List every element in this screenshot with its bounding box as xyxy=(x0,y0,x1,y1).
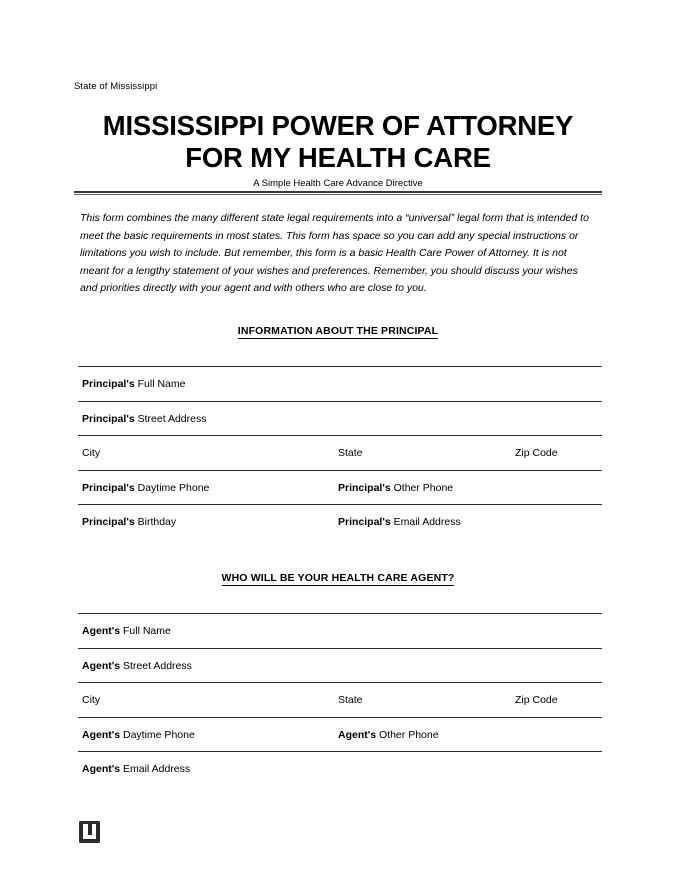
field-label xyxy=(338,447,363,460)
field-label xyxy=(82,413,206,426)
field-label-owner: Agent's xyxy=(82,659,121,672)
form-field-row[interactable] xyxy=(78,470,602,504)
section-heading-agent xyxy=(74,572,602,584)
header-divider xyxy=(74,191,602,195)
page-subtitle: A Simple Health Care Advance Directive xyxy=(253,178,423,189)
field-label xyxy=(82,378,185,391)
field-label-text: City xyxy=(82,694,101,706)
field-label xyxy=(338,482,453,495)
field-label-owner: Principal's xyxy=(82,516,135,528)
form-field-row[interactable] xyxy=(78,401,602,435)
field-label-owner: Agent's xyxy=(82,763,121,775)
state-line: State of Mississippi xyxy=(74,81,158,92)
field-label-text: Street Address xyxy=(134,412,207,425)
field-label-owner: Agent's xyxy=(82,728,121,741)
field-label-text: Zip Code xyxy=(515,447,558,459)
field-label-owner: Principal's xyxy=(338,516,391,528)
form-field-row[interactable] xyxy=(78,366,602,400)
page-title-line-2: FOR MY HEALTH CARE xyxy=(185,142,491,173)
field-label-text: Full Name xyxy=(134,378,186,390)
field-label-text: Birthday xyxy=(134,516,177,528)
field-label xyxy=(338,729,439,742)
logo-notch-right xyxy=(92,824,96,836)
field-label-text: Full Name xyxy=(120,625,171,637)
field-label xyxy=(338,694,363,707)
field-label-text: Other Phone xyxy=(390,481,454,494)
field-label xyxy=(82,516,176,529)
form-field-row[interactable] xyxy=(78,751,602,785)
form-field-row[interactable] xyxy=(78,682,602,716)
field-label-owner: Principal's xyxy=(82,481,135,494)
field-label xyxy=(82,482,209,495)
field-label-text: Zip Code xyxy=(515,694,558,706)
field-label-text: Daytime Phone xyxy=(120,728,195,741)
field-label xyxy=(82,660,192,673)
page-title xyxy=(74,110,602,174)
field-label-text: State xyxy=(338,694,363,706)
legal-templates-logo-icon xyxy=(79,821,100,843)
field-label-text: Daytime Phone xyxy=(134,481,210,494)
form-field-row[interactable] xyxy=(78,717,602,751)
form-field-row[interactable] xyxy=(78,613,602,647)
form-field-row[interactable] xyxy=(78,648,602,682)
field-label xyxy=(82,447,100,460)
field-label-owner: Principal's xyxy=(338,481,391,494)
field-label xyxy=(515,694,558,707)
field-label xyxy=(82,625,171,638)
field-label-text: Street Address xyxy=(120,659,192,672)
field-label-owner: Principal's xyxy=(82,412,135,425)
page-title-line-1: MISSISSIPPI POWER OF ATTORNEY xyxy=(102,110,574,141)
field-label-text: Other Phone xyxy=(376,728,439,741)
section-heading-agent-text: WHO WILL BE YOUR HEALTH CARE AGENT? xyxy=(221,572,455,584)
form-field-row[interactable] xyxy=(78,504,602,538)
field-label-text: State xyxy=(338,447,363,459)
field-label xyxy=(82,694,100,707)
field-label xyxy=(82,763,190,776)
field-label-text: City xyxy=(82,447,101,459)
field-label-owner: Agent's xyxy=(338,728,377,741)
field-label-owner: Agent's xyxy=(82,625,121,637)
field-label xyxy=(338,516,461,529)
field-label-text: Email Address xyxy=(390,516,461,528)
field-label xyxy=(515,447,558,460)
section-heading-principal xyxy=(74,325,602,337)
form-field-row[interactable] xyxy=(78,435,602,469)
field-label-owner: Principal's xyxy=(82,378,135,390)
intro-paragraph: This form combines the many different state legal requirements into a “universal” legal form that is intended to meet the basic requirements in most states. This form has space so you can add any special instructions or limitations you wish to include. But remember, this form is a basic Health Care Power of Attorney. It is not meant for a lengthy statement of your wishes and preferences. Remember, you should discuss your wishes and priorities directly with your agent and with others who are close to you. xyxy=(80,212,589,295)
section-heading-principal-text: INFORMATION ABOUT THE PRINCIPAL xyxy=(237,325,439,337)
field-label xyxy=(82,729,195,742)
field-label-text: Email Address xyxy=(120,763,191,775)
